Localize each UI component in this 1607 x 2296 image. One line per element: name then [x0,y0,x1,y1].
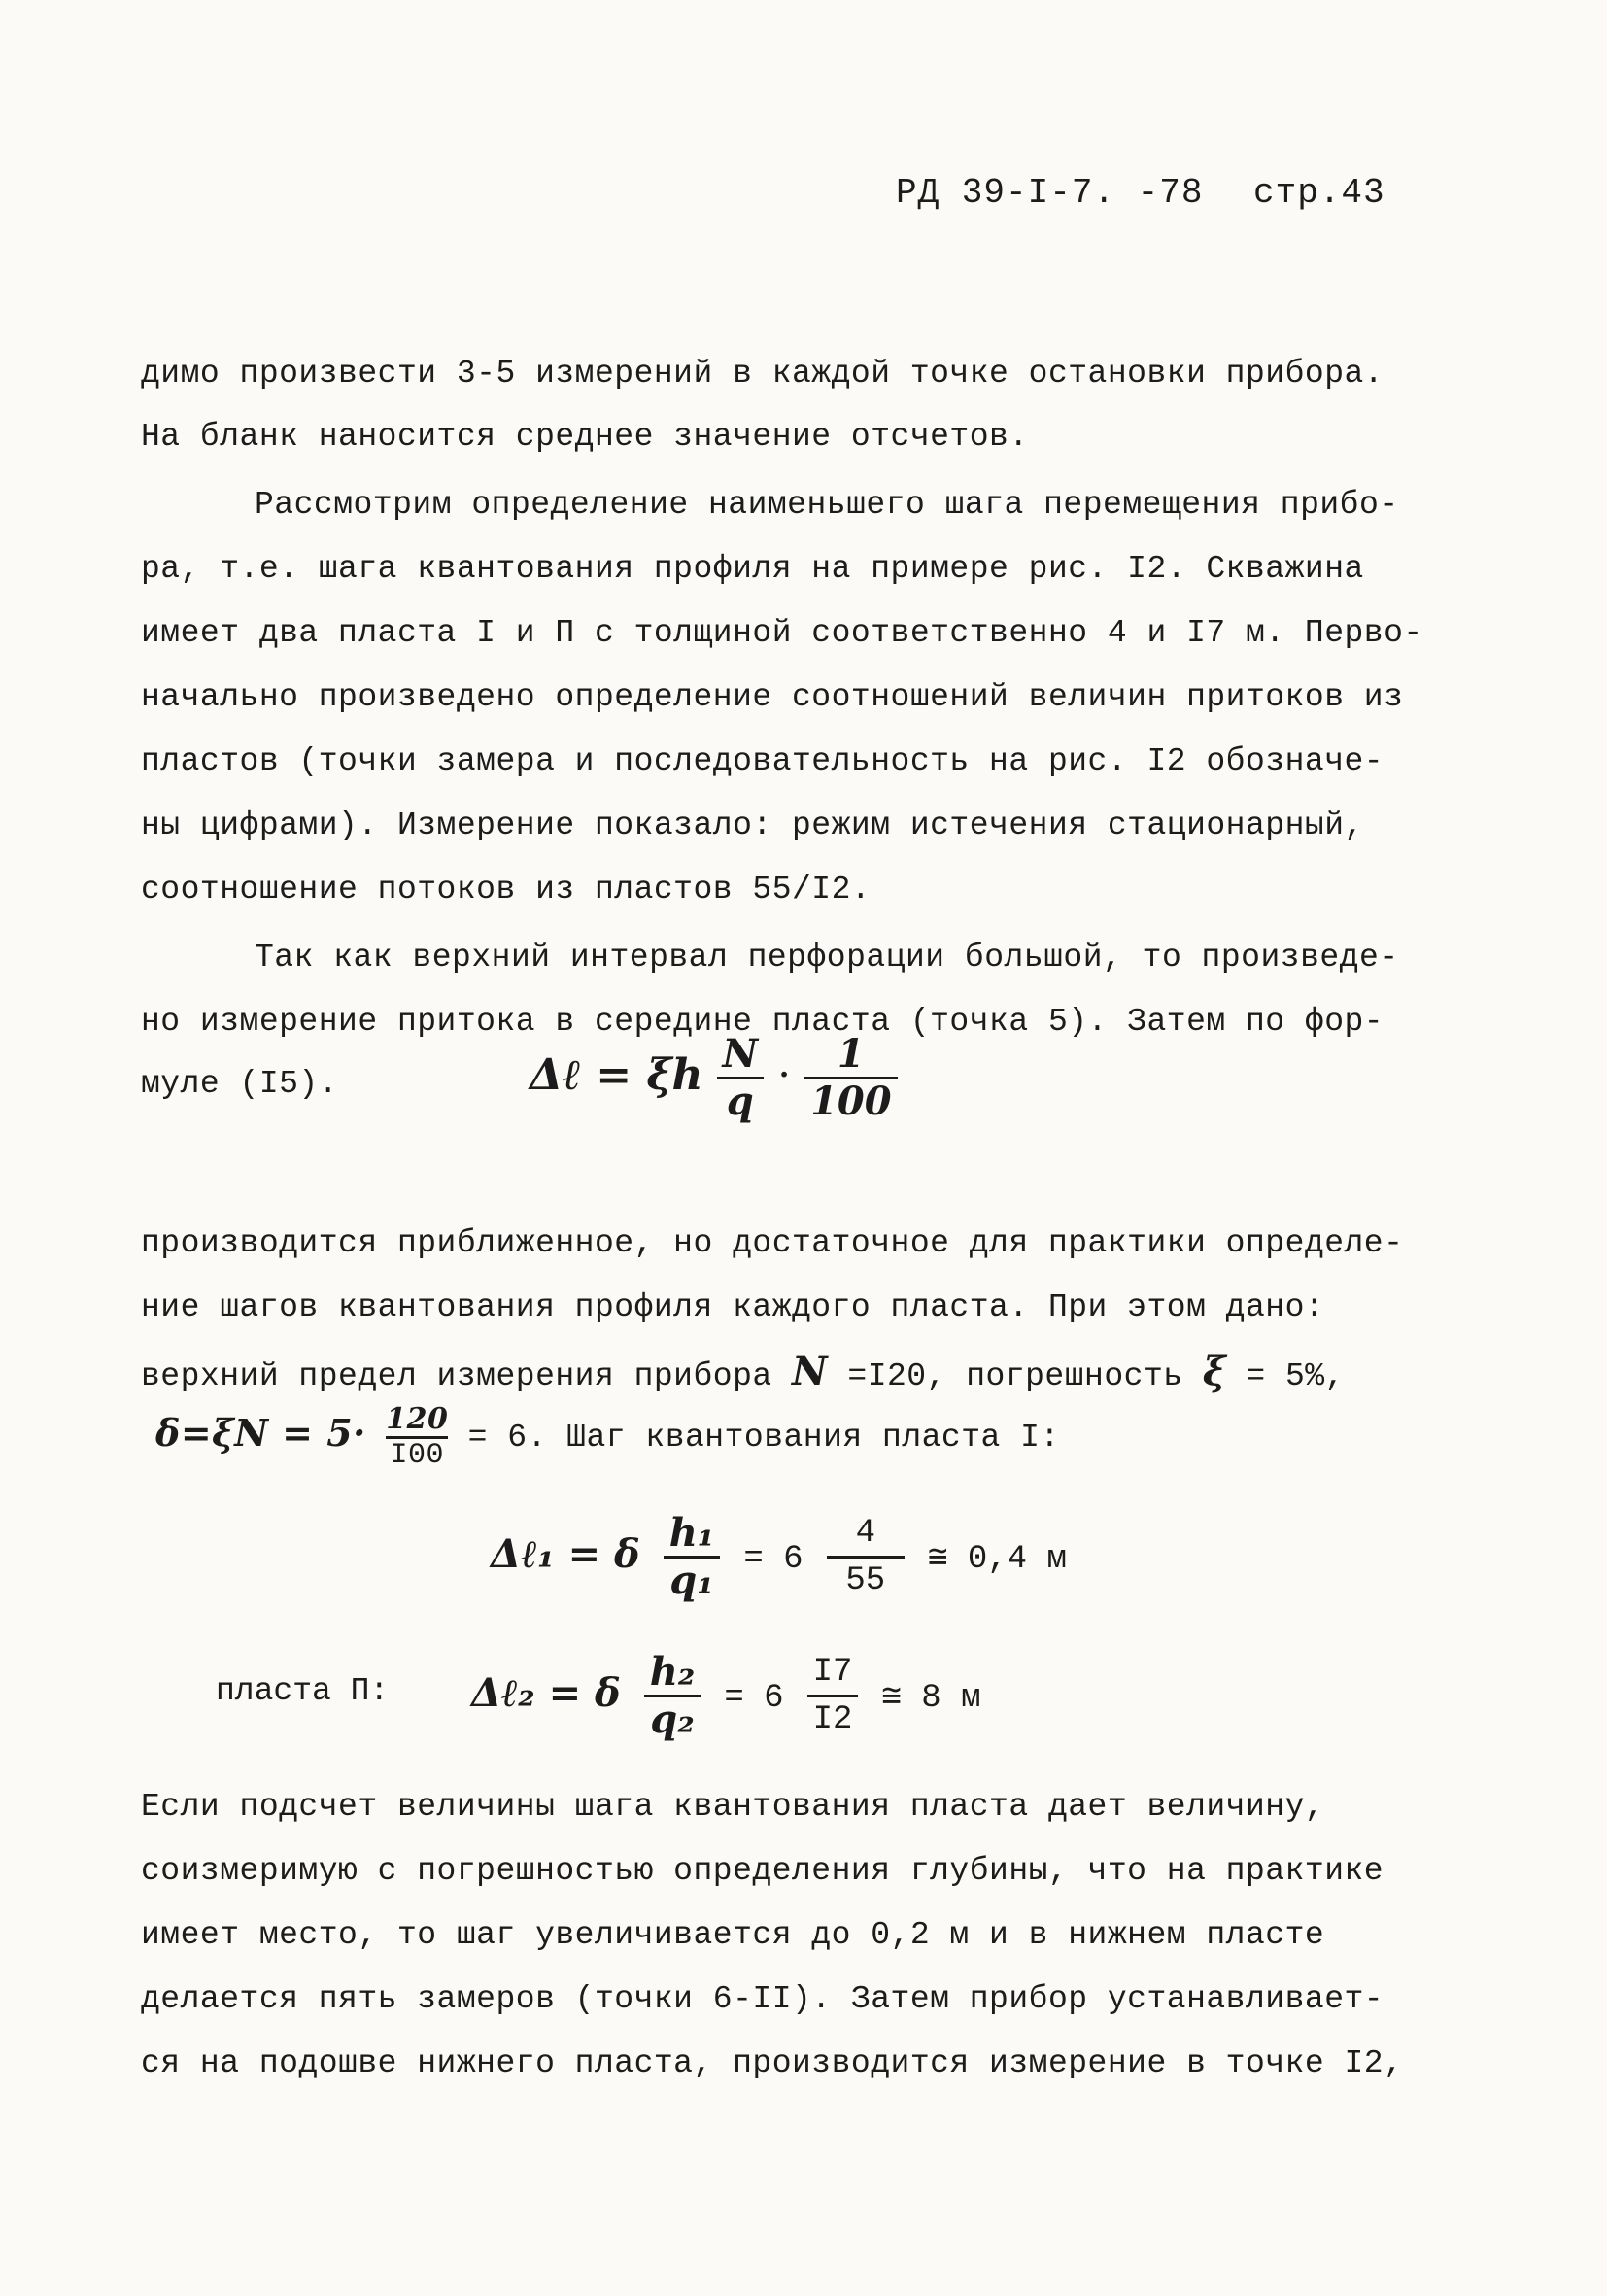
formula-layer-2 [471,1650,981,1742]
text-line: ны цифрами). Измерение показало: режим истечения стационарный, [141,807,1364,843]
text-line: муле (I5). [141,1066,339,1102]
text-span: верхний предел измерения прибора [141,1358,772,1394]
fraction-numerator: 1 [804,1032,898,1079]
fraction-n-over-q [717,1032,765,1124]
page-number: стр.43 [1253,173,1385,213]
fraction-denominator: q₂ [650,1696,695,1742]
text-line: ние шагов квантования профиля каждого пласта. При этом дано: [141,1289,1325,1325]
text-line: ся на подошве нижнего пласта, производится измерение в точке I2, [141,2045,1404,2081]
text-line: Рассмотрим определение наименьшего шага перемещения прибо- [255,487,1399,523]
text-line: делается пять замеров (точки 6-II). Затем прибор устанавливает- [141,1981,1385,2017]
result-value: ≅ 0,4 м [928,1541,1067,1579]
equals-six: = 6 [743,1541,804,1579]
formula-lhs: Δℓ₁ = δ [491,1531,640,1578]
fraction-numerator: N [717,1032,765,1079]
fraction-denominator: I00 [390,1439,445,1472]
fraction-numerator: h₁ [664,1511,721,1559]
fraction-numerator: 120 [386,1403,448,1439]
fraction-denominator: I2 [812,1701,853,1738]
fraction-numerator: h₂ [644,1650,701,1697]
formula-lhs: Δℓ = ξh [530,1050,703,1100]
text-line: но измерение притока в середине пласта (точка 5). Затем по фор- [141,1004,1385,1040]
fraction-120-over-100 [386,1403,448,1472]
text-line: димо произвести 3-5 измерений в каждой точке остановки прибора. [141,356,1385,392]
text-line: пластов (точки замера и последовательность на рис. I2 обозначе- [141,743,1385,779]
text-line [155,1403,1060,1472]
document-code: РД 39-I-7. -78 [896,173,1204,213]
text-line: Если подсчет величины шага квантования пласта дает величину, [141,1789,1325,1825]
delta-definition: δ=ξN = 5· [155,1411,366,1456]
fraction-one-over-hundred [804,1032,898,1124]
fraction-denominator: q [726,1079,754,1124]
fraction-h-over-q [644,1650,701,1742]
formula-quantization-step [530,1032,898,1124]
fraction-numerator: 4 [827,1511,905,1559]
fraction-denominator: q₁ [669,1558,714,1603]
text-line: имеет два пласта I и П с толщиной соответственно 4 и I7 м. Перво- [141,615,1423,651]
text-span: =I20, погрешность [847,1358,1183,1394]
text-line: ра, т.е. шага квантования профиля на примере рис. I2. Скважина [141,551,1364,587]
fraction-numerator: I7 [807,1650,859,1697]
symbol-n: N [792,1349,829,1394]
fraction-4-over-55 [827,1511,905,1603]
result-value: ≅ 8 м [881,1680,981,1718]
text-line: Так как верхний интервал перфорации большой, то произведе- [255,940,1399,976]
formula-layer-1 [491,1511,1067,1603]
text-line [141,1349,1345,1396]
symbol-xi: ξ [1202,1349,1227,1394]
text-span: = 6. Шаг квантования пласта I: [467,1420,1060,1456]
fraction-denominator: 55 [845,1562,886,1599]
text-line: имеет место, то шаг увеличивается до 0,2 м и в нижнем пласте [141,1917,1325,1953]
text-line: соизмеримую с погрешностью определения глубины, что на практике [141,1853,1385,1889]
fraction-denominator: 100 [810,1079,892,1124]
fraction-17-over-12 [807,1650,859,1742]
text-line: соотношение потоков из пластов 55/I2. [141,872,872,908]
fraction-h-over-q [664,1511,721,1603]
multiply-dot: · [777,1050,792,1100]
text-line: На бланк наносится среднее значение отсчетов. [141,419,1029,455]
equals-six: = 6 [724,1680,784,1718]
text-line: начально произведено определение соотношений величин притоков из [141,679,1404,715]
formula-lhs: Δℓ₂ = δ [471,1670,621,1717]
layer-2-label: пласта П: [216,1673,390,1709]
text-span: = 5%, [1246,1358,1345,1394]
text-line: производится приближенное, но достаточное для практики определе- [141,1225,1404,1261]
